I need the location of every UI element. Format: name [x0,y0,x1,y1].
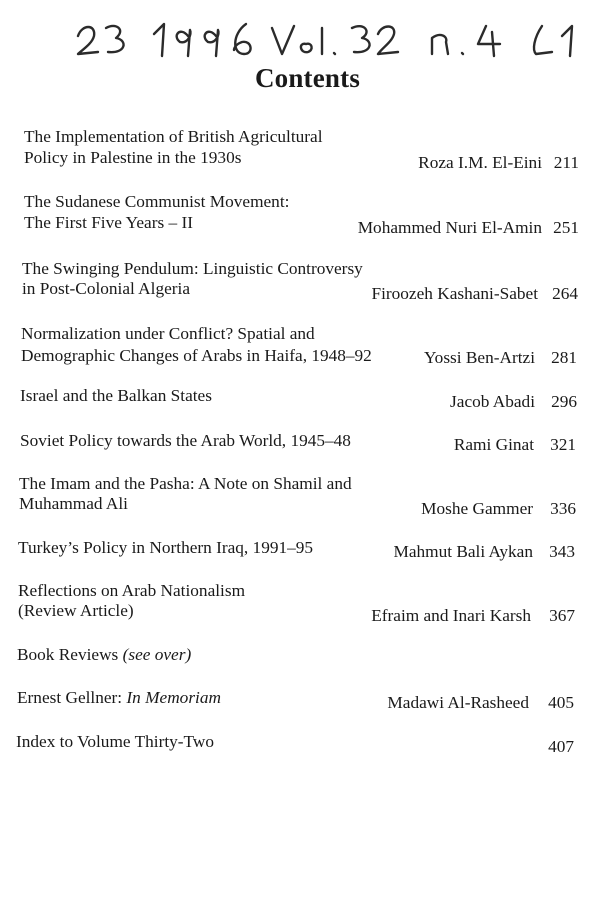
entry-title: in Post-Colonial Algeria [22,279,191,298]
entry-author: Rami Ginat [453,435,534,454]
entry-title: The Implementation of British Agricultural [24,127,323,146]
entry-title-italic: In Memoriam [126,688,221,707]
entry-author: Madawi Al-Rasheed [387,693,529,712]
entry-title-italic: (see over) [122,645,192,664]
entry-title: The Sudanese Communist Movement: [24,192,290,211]
entry-page: 251 [553,218,579,237]
entry-page: 407 [548,737,574,756]
entry-page: 264 [552,284,578,303]
entry-title: Soviet Policy towards the Arab World, 1945–48 [20,431,351,450]
entry-title: Normalization under Conflict? Spatial and [21,324,315,343]
entry-title: Israel and the Balkan States [20,386,212,405]
entry-page: 343 [549,542,575,561]
entry-title: Demographic Changes of Arabs in Haifa, 1948–92 [21,346,372,365]
entry-title: The Swinging Pendulum: Linguistic Controversy [22,259,363,278]
entry-author: Yossi Ben-Artzi [423,348,535,367]
entry-author: Mahmut Bali Aykan [393,542,533,561]
entry-title [17,688,221,708]
handwritten-note [76,14,596,62]
entry-page: 336 [550,499,576,518]
entry-page: 296 [551,392,577,411]
entry-title-text: Book Reviews [17,645,123,664]
entry-author: Mohammed Nuri El-Amin [357,218,542,237]
entry-title: The First Five Years – II [24,213,193,232]
entry-title: (Review Article) [18,601,134,620]
entry-title: Muhammad Ali [19,494,128,513]
entry-author: Efraim and Inari Karsh [371,606,531,625]
entry-page: 211 [553,153,579,172]
entry-author: Firoozeh Kashani-Sabet [371,284,538,303]
entry-author: Moshe Gammer [421,499,533,518]
entry-title: Reflections on Arab Nationalism [18,581,246,600]
entry-title [17,645,191,665]
entry-page: 405 [548,693,574,712]
entry-title: Index to Volume Thirty-Two [16,732,214,751]
entry-page: 281 [551,348,577,367]
entry-page: 321 [550,435,576,454]
entry-title: The Imam and the Pasha: A Note on Shamil and [19,474,352,493]
entry-title: Policy in Palestine in the 1930s [24,148,242,167]
entry-author: Roza I.M. El-Eini [418,153,542,172]
entry-title-text: Ernest Gellner: [17,688,127,707]
entry-page: 367 [549,606,575,625]
page-title: Contents [254,63,361,93]
entry-author: Jacob Abadi [450,392,535,411]
entry-title: Turkey’s Policy in Northern Iraq, 1991–95 [18,538,314,557]
